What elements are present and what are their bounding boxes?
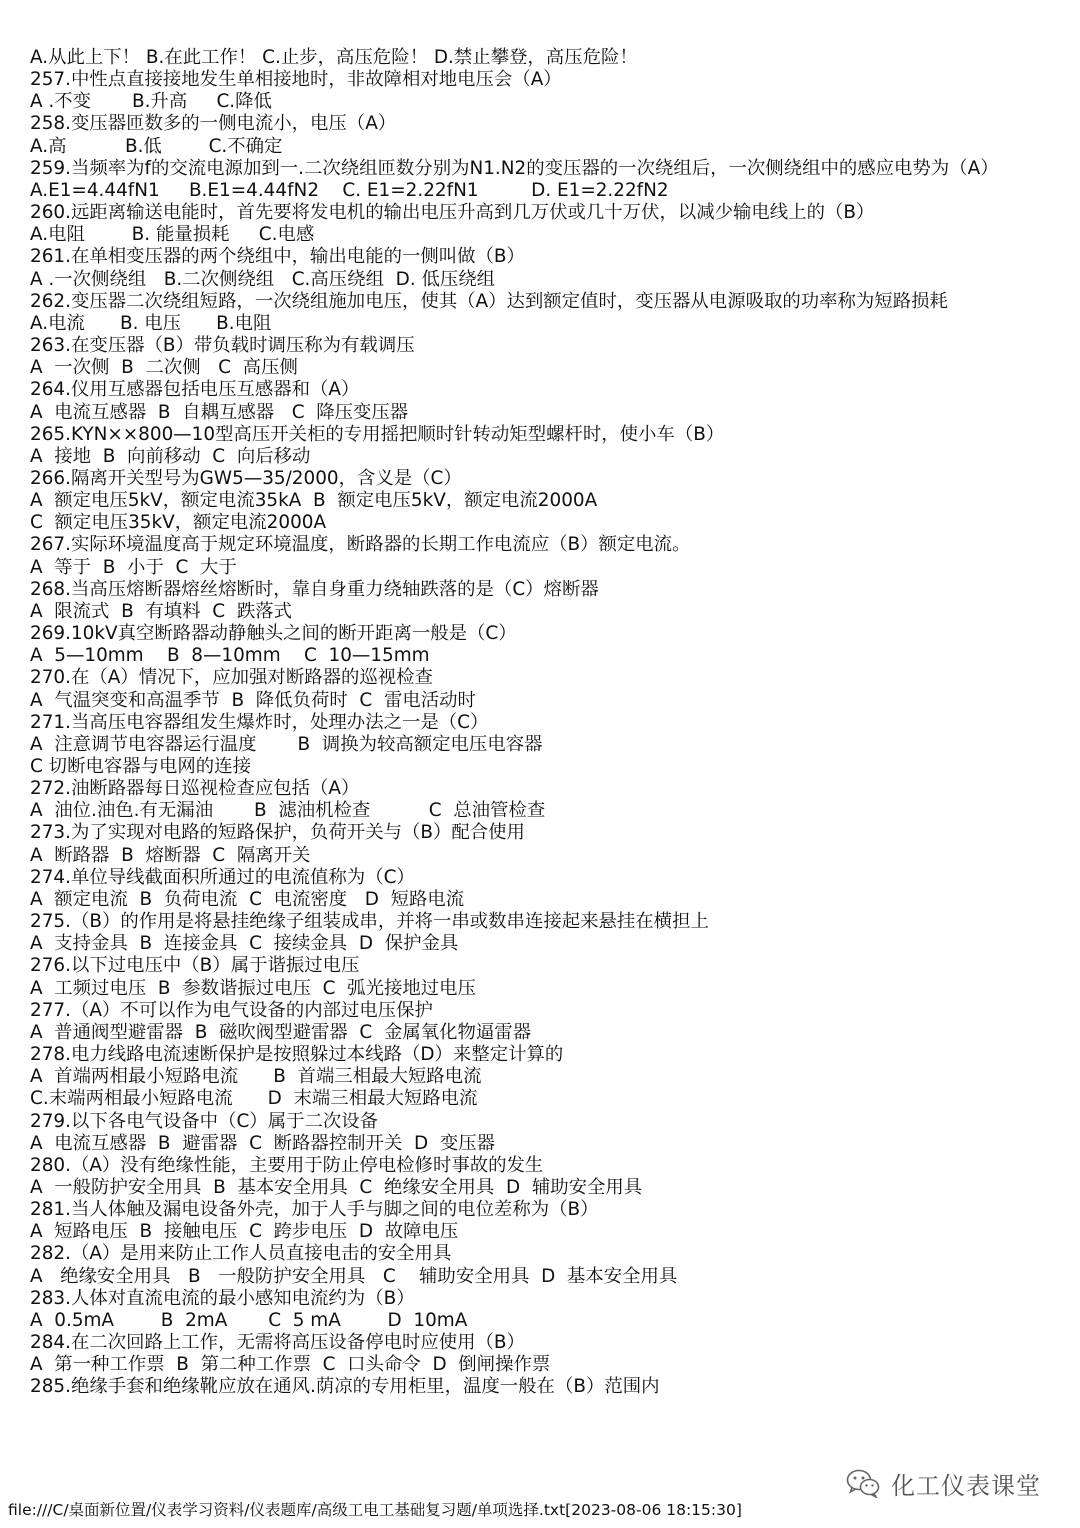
text-line: A 普通阀型避雷器 B 磁吹阀型避雷器 C 金属氧化物逼雷器 — [30, 1021, 532, 1043]
text-line: A 0.5mA B 2mA C 5 mA D 10mA — [30, 1309, 468, 1331]
watermark — [845, 1463, 1041, 1503]
text-line: 258.变压器匝数多的一侧电流小，电压（A） — [30, 113, 397, 135]
text-line: A.电流 B. 电压 B.电阻 — [30, 312, 272, 334]
text-line: A 油位.油色.有无漏油 B 滤油机检查 C 总油管检查 — [30, 800, 546, 822]
text-line: 282.（A）是用来防止工作人员直接电击的安全用具 — [30, 1243, 452, 1265]
text-line: 284.在二次回路上工作，无需将高压设备停电时应使用（B） — [30, 1332, 525, 1354]
text-line: 285.绝缘手套和绝缘靴应放在通风.荫凉的专用柜里，温度一般在（B）范围内 — [30, 1376, 660, 1398]
wechat-icon — [845, 1468, 881, 1498]
text-line: C.末端两相最小短路电流 D 末端三相最大短路电流 — [30, 1088, 478, 1110]
text-line: 271.当高压电容器组发生爆炸时，处理办法之一是（C） — [30, 711, 489, 733]
text-line: A 支持金具 B 连接金具 C 接续金具 D 保护金具 — [30, 933, 459, 955]
text-line: A 电流互感器 B 避雷器 C 断路器控制开关 D 变压器 — [30, 1132, 496, 1154]
text-line: A 注意调节电容器运行温度 B 调换为较高额定电压电容器 — [30, 733, 543, 755]
text-line: 265.KYN××800—10型高压开关柜的专用摇把顺时针转动矩型螺杆时，使小车（B） — [30, 423, 725, 445]
text-line: 269.10kV真空断路器动静触头之间的断开距离一般是（C） — [30, 623, 517, 645]
text-line: 264.仪用互感器包括电压互感器和（A） — [30, 379, 360, 401]
text-line: A.从此上下！ B.在此工作！ C.止步，高压危险！ D.禁止攀登，高压危险！ — [30, 47, 638, 68]
text-line: 272.油断路器每日巡视检查应包括（A） — [30, 778, 360, 800]
watermark-text: 化工仪表课堂 — [891, 1471, 1041, 1500]
text-line: A 限流式 B 有填料 C 跌落式 — [30, 600, 293, 622]
text-line: 278.电力线路电流速断保护是按照躲过本线路（D）来整定计算的 — [30, 1044, 564, 1066]
text-line: 263.在变压器（B）带负载时调压称为有载调压 — [30, 335, 415, 357]
text-line: 262.变压器二次绕组短路，一次绕组施加电压，使其（A）达到额定值时，变压器从电源吸取的功率称为短路损耗 — [30, 290, 948, 312]
text-line: 273.为了实现对电路的短路保护，负荷开关与（B）配合使用 — [30, 822, 525, 844]
text-line: C 切断电容器与电网的连接 — [30, 756, 251, 777]
text-line: 260.远距离输送电能时，首先要将发电机的输出电压升高到几万伏或几十万伏，以减少输电线上的（B） — [30, 202, 875, 224]
text-line: A.高 B.低 C.不确定 — [30, 135, 283, 157]
text-line: 274.单位导线截面积所通过的电流值称为（C） — [30, 866, 415, 888]
text-line: A 首端两相最小短路电流 B 首端三相最大短路电流 — [30, 1066, 482, 1088]
text-line: 268.当高压熔断器熔丝熔断时，靠自身重力绕轴跌落的是（C）熔断器 — [30, 578, 599, 600]
text-line: 280.（A）没有绝缘性能，主要用于防止停电检修时事故的发生 — [30, 1154, 544, 1176]
text-line: 267.实际环境温度高于规定环境温度，断路器的长期工作电流应（B）额定电流。 — [30, 534, 691, 556]
text-line: 257.中性点直接接地发生单相接地时，非故障相对地电压会（A） — [30, 69, 562, 91]
text-line: 283.人体对直流电流的最小感知电流约为（B） — [30, 1287, 415, 1309]
text-line: A 等于 B 小于 C 大于 — [30, 556, 237, 578]
text-line: 259.当频率为f的交流电源加到一.二次绕组匝数分别为N1.N2的变压器的一次绕组后，一次侧绕组中的感应电势为（A） — [30, 157, 999, 179]
text-line: A 一般防护安全用具 B 基本安全用具 C 绝缘安全用具 D 辅助安全用具 — [30, 1176, 643, 1198]
text-line: C 额定电压35kV，额定电流2000A — [30, 512, 327, 534]
document-body — [30, 47, 1065, 1399]
text-line: 275.（B）的作用是将悬挂绝缘子组装成串，并将一串或数串连接起来悬挂在横担上 — [30, 911, 709, 933]
text-line: A 一次侧 B 二次侧 C 高压侧 — [30, 357, 298, 379]
file-path-footer: file:///C/桌面新位置/仪表学习资料/仪表题库/高级工电工基础复习题/单项选择.txt[2023-08-06 18:15:30] — [8, 1501, 742, 1519]
text-line: A 短路电压 B 接触电压 C 跨步电压 D 故障电压 — [30, 1221, 459, 1243]
text-line: A.电阻 B. 能量损耗 C.电感 — [30, 224, 315, 246]
text-line: A 额定电流 B 负荷电流 C 电流密度 D 短路电流 — [30, 888, 465, 910]
text-line: A 第一种工作票 B 第二种工作票 C 口头命令 D 倒闸操作票 — [30, 1354, 551, 1376]
text-line: A 断路器 B 熔断器 C 隔离开关 — [30, 844, 311, 866]
text-line: A 气温突变和高温季节 B 降低负荷时 C 雷电活动时 — [30, 689, 476, 711]
text-line: 266.隔离开关型号为GW5—35/2000，含义是（C） — [30, 467, 462, 489]
text-line: 281.当人体触及漏电设备外壳，加于人手与脚之间的电位差称为（B） — [30, 1199, 599, 1221]
text-line: A 电流互感器 B 自耦互感器 C 降压变压器 — [30, 401, 409, 423]
text-line: A 额定电压5kV，额定电流35kA B 额定电压5kV，额定电流2000A — [30, 490, 598, 512]
text-line: A 工频过电压 B 参数谐振过电压 C 弧光接地过电压 — [30, 977, 476, 999]
text-line: 279.以下各电气设备中（C）属于二次设备 — [30, 1110, 379, 1132]
text-line: A .不变 B.升高 C.降低 — [30, 91, 272, 113]
text-line: A 接地 B 向前移动 C 向后移动 — [30, 445, 311, 467]
text-line: 270.在（A）情况下，应加强对断路器的巡视检查 — [30, 667, 433, 689]
text-line: 277.（A）不可以作为电气设备的内部过电压保护 — [30, 999, 433, 1021]
text-line: A 5—10mm B 8—10mm C 10—15mm — [30, 645, 430, 667]
text-line: A .一次侧绕组 B.二次侧绕组 C.高压绕组 D. 低压绕组 — [30, 268, 496, 290]
text-line: A.E1=4.44fN1 B.E1=4.44fN2 C. E1=2.22fN1 D. E1=2.22fN2 — [30, 179, 669, 201]
text-line: 261.在单相变压器的两个绕组中，输出电能的一侧叫做（B） — [30, 246, 525, 268]
text-line: 276.以下过电压中（B）属于谐振过电压 — [30, 955, 360, 977]
text-line: A 绝缘安全用具 B 一般防护安全用具 C 辅助安全用具 D 基本安全用具 — [30, 1265, 678, 1287]
